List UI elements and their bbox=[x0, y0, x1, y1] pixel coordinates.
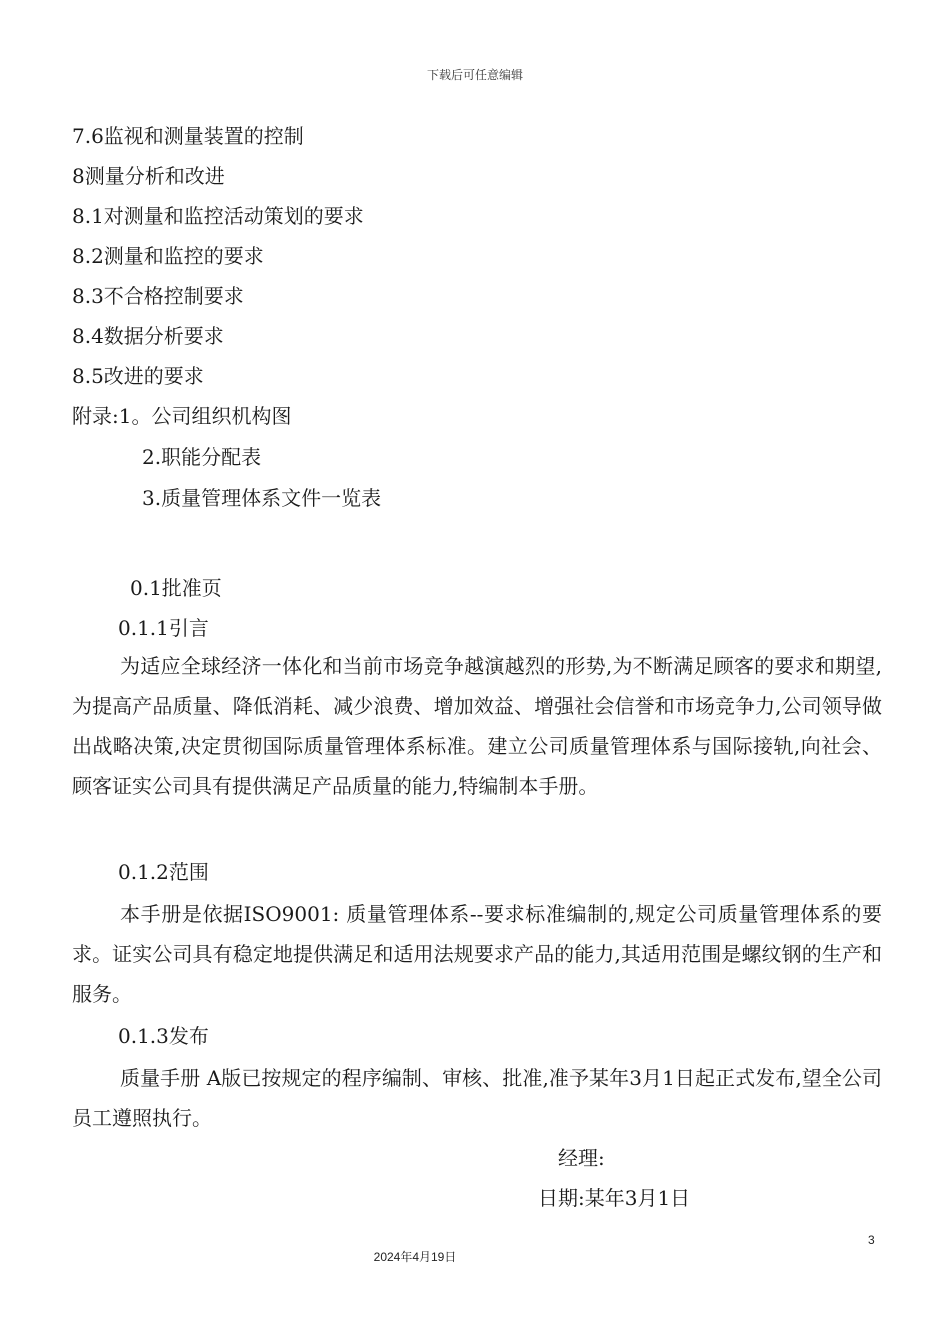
manager-signature-label: 经理: bbox=[558, 1146, 605, 1170]
toc-item-8-5: 8.5改进的要求 bbox=[72, 364, 204, 388]
scope-paragraph: 本手册是依据ISO9001: 质量管理体系--要求标准编制的,规定公司质量管理体系的要求。证实公司具有稳定地提供满足和适用法规要求产品的能力,其适用范围是螺纹钢的生产和服务。 bbox=[72, 902, 882, 1006]
toc-item-7-6: 7.6监视和测量装置的控制 bbox=[72, 124, 304, 148]
appendix-item-3: 3.质量管理体系文件一览表 bbox=[142, 486, 382, 510]
toc-item-8-4: 8.4数据分析要求 bbox=[72, 324, 224, 348]
page-header: 下载后可任意编辑 bbox=[426, 68, 523, 82]
toc-item-8-2: 8.2测量和监控的要求 bbox=[72, 244, 264, 268]
intro-paragraph: 为适应全球经济一体化和当前市场竞争越演越烈的形势,为不断满足顾客的要求和期望,为提高产品质量、降低消耗、减少浪费、增加效益、增强社会信誉和市场竞争力,公司领导做出战略决策,决定贯彻国际质量管理体系标准。建立公司质量管理体系与国际接轨,向社会、顾客证实公司具有提供满足产品质量的能力,特编制本手册。 bbox=[72, 654, 882, 798]
toc-item-8-1: 8.1对测量和监控活动策划的要求 bbox=[72, 204, 364, 228]
toc-item-8: 8测量分析和改进 bbox=[72, 164, 225, 188]
toc-item-8-3: 8.3不合格控制要求 bbox=[72, 284, 244, 308]
approval-date: 日期:某年3月1日 bbox=[538, 1186, 691, 1210]
footer-date: 2024年4月19日 bbox=[373, 1250, 457, 1264]
scope-heading: 0.1.2范围 bbox=[118, 860, 209, 884]
appendix-item-2: 2.职能分配表 bbox=[142, 445, 262, 469]
approval-page-title: 0.1批准页 bbox=[130, 576, 222, 600]
intro-heading: 0.1.1引言 bbox=[118, 616, 209, 640]
release-heading: 0.1.3发布 bbox=[118, 1024, 209, 1048]
appendix-item-1: 附录:1。公司组织机构图 bbox=[72, 404, 292, 428]
page-number: 3 bbox=[868, 1233, 875, 1247]
release-paragraph: 质量手册 A版已按规定的程序编制、审核、批准,准予某年3月1日起正式发布,望全公司员工遵照执行。 bbox=[72, 1066, 882, 1130]
